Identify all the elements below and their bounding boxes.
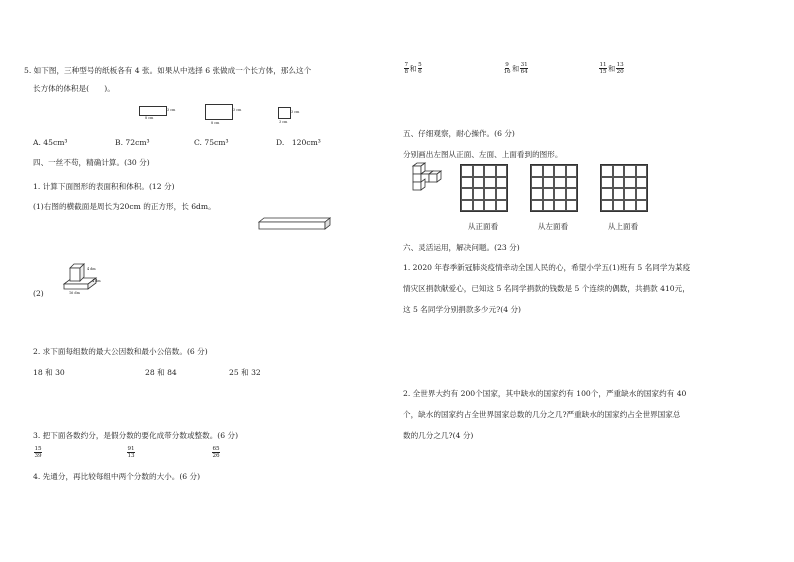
q1-sub2: (2)	[33, 289, 44, 298]
numerator: 91	[127, 446, 135, 452]
s6-q2-line3: 数的几分之几?(4 分)	[403, 431, 474, 440]
denominator: 64	[520, 69, 528, 75]
denominator: 13	[127, 453, 135, 459]
numerator: 11	[599, 62, 607, 68]
paper-a-side-label: 3 cm	[167, 108, 176, 112]
q2-item-1: 18 和 30	[33, 368, 65, 377]
numerator: 9	[505, 62, 509, 68]
cube-label-depth: 4 dm	[92, 279, 101, 283]
paper-c-bottom-label: 3 cm	[279, 120, 288, 124]
q5-option-b: B. 72cm³	[115, 138, 150, 147]
section5-title: 五、仔细观察，耐心操作。(6 分)	[403, 129, 515, 138]
long-prism-figure	[258, 216, 332, 232]
q5-option-a: A. 45cm³	[33, 138, 68, 147]
paper-b	[205, 104, 233, 120]
cube-label-height: 4 dm	[87, 267, 96, 271]
denominator: 39	[34, 453, 42, 459]
denominator: 6	[418, 69, 422, 75]
denominator: 16	[503, 69, 511, 75]
s6-q2-line2: 个，缺水的国家约占全世界国家总数的几分之几?严重缺水的国家约占全世界国家总	[403, 410, 681, 419]
paper-a	[139, 106, 167, 116]
numerator: 7	[404, 62, 409, 68]
s6-q1-line2: 情灾区捐款献爱心，已知这 5 名同学捐款的钱数是 5 个连续的偶数，共捐款 410元，	[403, 284, 690, 293]
q1-sub1: (1)右图的横截面是周长为20cm 的正方形，长 6dm。	[33, 202, 216, 211]
denominator: 15	[599, 69, 607, 75]
denominator: 8	[404, 69, 409, 75]
q1-title: 1. 计算下面图形的表面积和体积。(12 分)	[33, 182, 175, 191]
q3-fraction-1	[33, 446, 43, 459]
numerator: 31	[520, 62, 528, 68]
stacked-cubes-figure	[409, 162, 447, 194]
and-word: 和	[512, 64, 520, 73]
q3-fraction-3	[211, 446, 221, 459]
grid-left-view[interactable]	[530, 164, 578, 212]
numerator: 5	[418, 62, 422, 68]
q5-line2: 长方体的体积是( )。	[33, 84, 115, 93]
caption-left-view: 从左面看	[537, 222, 569, 231]
caption-front-view: 从正面看	[467, 222, 499, 231]
s6-q1-line1: 1. 2020 年春季新冠肺炎疫情牵动全国人民的心，希望小学五(1)班有 5 名同学为某疫	[403, 263, 691, 272]
cube-on-base-figure	[62, 260, 106, 294]
paper-c-side-label: 3 cm	[291, 110, 300, 114]
caption-top-view: 从上面看	[607, 222, 639, 231]
grid-front-view[interactable]	[460, 164, 508, 212]
s6-q2-line1: 2. 全世界大约有 200个国家，其中缺水的国家约有 100个，严重缺水的国家约有 40	[403, 389, 687, 398]
compare-pair-3	[598, 62, 625, 75]
q2-item-2: 28 和 84	[145, 368, 177, 377]
numerator: 15	[34, 446, 42, 452]
section4-title: 四、一丝不苟，精确计算。(30 分)	[33, 158, 150, 167]
numerator: 13	[616, 62, 624, 68]
compare-pair-1	[403, 62, 423, 75]
section6-title: 六、灵活运用，解决问题。(23 分)	[403, 243, 520, 252]
q3-fraction-2	[126, 446, 136, 459]
grid-top-view[interactable]	[600, 164, 648, 212]
paper-b-side-label: 3 cm	[233, 108, 242, 112]
q5-option-d: D. 120cm³	[276, 138, 321, 147]
q2-item-3: 25 和 32	[229, 368, 261, 377]
q3-title: 3. 把下面各数约分，是假分数的要化成带分数或整数。(6 分)	[33, 431, 239, 440]
and-word: 和	[608, 64, 616, 73]
q4-title: 4. 先通分，再比较每组中两个分数的大小。(6 分)	[33, 472, 201, 481]
paper-c	[278, 107, 291, 119]
numerator: 65	[212, 446, 220, 452]
paper-a-bottom-label: 8 cm	[145, 116, 154, 120]
q5-option-c: C. 75cm³	[194, 138, 229, 147]
q5-line1: 5. 如下图，三种型号的纸板各有 4 张。如果从中选择 6 张做成一个长方体，那么这个	[24, 66, 312, 75]
section5-instruction: 分别画出左图从正面、左面、上面看到的图形。	[403, 150, 563, 159]
compare-pair-2	[502, 62, 529, 75]
cube-label-length: 16 dm	[69, 291, 80, 295]
s6-q1-line3: 这 5 名同学分别捐款多少元?(4 分)	[403, 305, 522, 314]
denominator: 20	[616, 69, 624, 75]
denominator: 26	[212, 453, 220, 459]
and-word: 和	[409, 64, 417, 73]
q2-title: 2. 求下面每组数的最大公因数和最小公倍数。(6 分)	[33, 347, 208, 356]
paper-b-bottom-label: 8 cm	[211, 121, 220, 125]
